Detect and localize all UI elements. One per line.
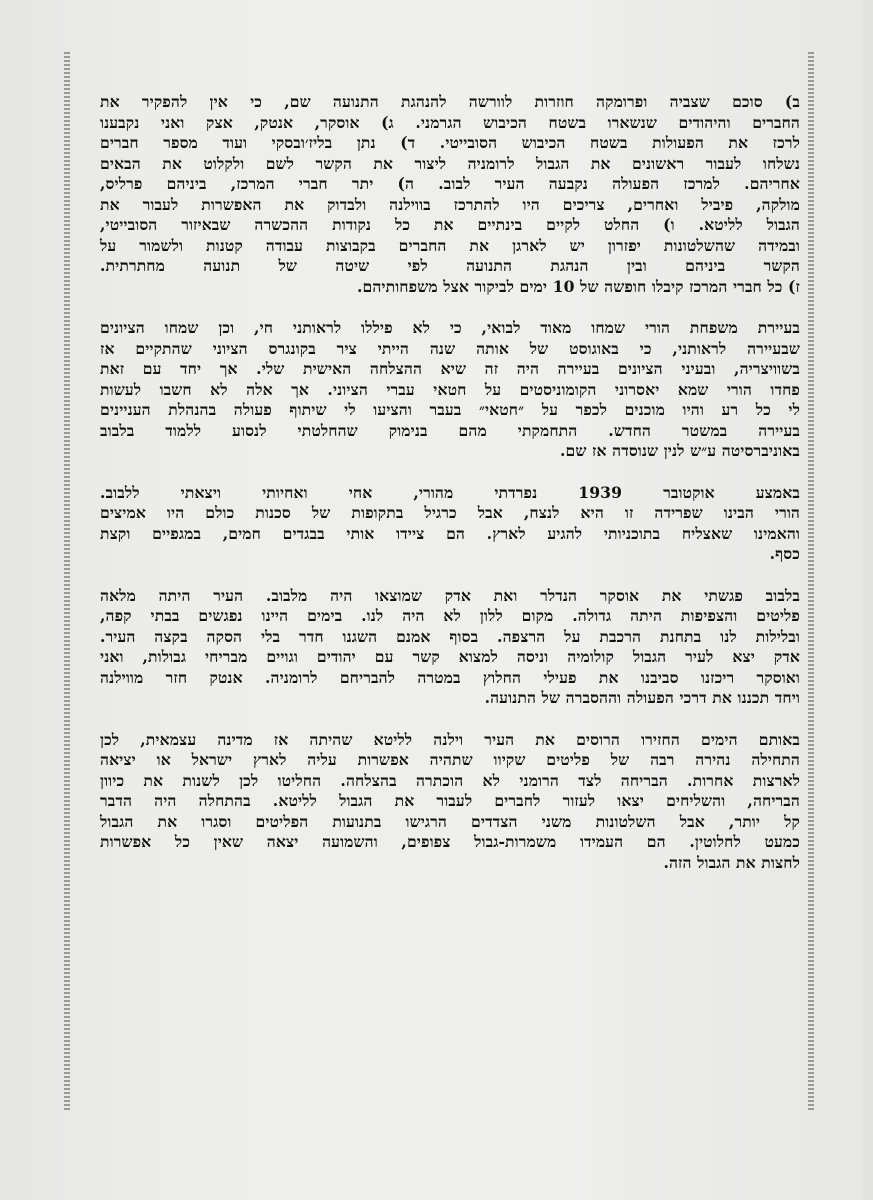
text-line: באותם הימים החזירו הרוסים את העיר וילנה לליטא שהיתה אז מדינה עצמאית, לכן (100, 729, 800, 749)
text-line: לחצות את הגבול הזה. (663, 852, 800, 872)
text-line: קל יותר, אבל השלטונות משני הצדדים הרגישו בתנועות הפליטים וסגרו את הגבול (100, 811, 800, 831)
text-line: בעיירה במשטר החדש. התחמקתי מהם בנימוק שהחלטתי לנסוע ללמוד בלבוב (100, 420, 800, 440)
text-line: התחילה נהירה רבה של פליטים שקיוו שתהיה אפשרות עליה לארץ ישראל או יציאה (100, 750, 800, 769)
text-line: החברים והיהודים שנשארו בשטח הכיבוש הגרמני. ג) אוסקר, אנטק, אצק ואני נקבענו (100, 112, 800, 132)
text-line: ב) סוכם שצביה ופרומקה חוזרות לוורשה להנהגת התנועה שם, כי אין להפקיר את (100, 92, 800, 111)
text-line: והאמינו שאצליח בתוכניותי להגיע לארץ. הם ציידו אותי בבגדים חמים, במגפיים וקצת (100, 523, 800, 543)
text-line: שבעיירה לראותני, כי באוגוסט של אותה שנה הייתי ציר בקונגרס הציוני שהתקיים אז (100, 338, 800, 358)
text-line: ויחד תכננו את דרכי הפעולה וההסברה של התנועה. (484, 688, 800, 707)
decorative-border-left (64, 52, 70, 1112)
document-body (100, 92, 800, 894)
text-line: פחדו הורי שמא יאסרוני הקומוניסטים על חטאי עברי הציוני. אך אלה לא חשבו לעשות (100, 379, 800, 399)
paragraph (100, 318, 800, 462)
text-line: בלבוב פגשתי את אוסקר הנדלר ואת אדק שמוצאו היה מלבוב. העיר היתה מלאה (100, 585, 800, 605)
paragraph (100, 92, 800, 297)
text-line: הגבול לליטא. ו) החלט לקיים בינתיים את כל נקודות ההכשרה שבאיזור הסובייטי, (100, 215, 800, 234)
text-line: אדק יצא לעיר הגבול קולומיה וניסה למצוא קשר עם יהודים וגויים מבריחי גבולות, ואני (100, 647, 800, 666)
text-line: באוניברסיטה ע״ש לנין שנוסדה אז שם. (560, 441, 800, 460)
text-line: אחריהם. למרכז הפעולה נקבעה העיר לבוב. ה) יתר חברי המרכז, ביניהם פרליס, (100, 174, 800, 193)
paragraph (100, 483, 800, 565)
text-line: באמצע אוקטובר 1939 נפרדתי מהורי, אחי ואחיותי ויצאתי ללבוב. (100, 482, 800, 502)
text-line: ז) כל חברי המרכז קיבלו חופשה של 10 ימים לביקור אצל משפחותיהם. (356, 276, 800, 296)
text-line: ובמידה שהשלטונות יפזרון יש לארגן את החברים בקבוצות עבודה קטנות ולשמור על (100, 235, 800, 255)
paragraph (100, 730, 800, 874)
text-line: לי כל רע והיו מוכנים לכפר על ״חטאי״ בעבר והציעו לי שיתוף פעולה בהנהלת העניינים (100, 400, 800, 419)
text-line: בשוויצריה, ובעיני הציונים בעיירה היה זה שיא ההצלחה האישית שלי. אך יחד עם זאת (100, 359, 800, 378)
text-line: כמעט לחלוטין. הם העמידו משמרות-גבול צפופים, והשמועה יצאה שאין כל אפשרות (100, 832, 800, 851)
text-line: כסף. (769, 544, 800, 563)
page-edge (863, 0, 873, 1200)
text-line: פליטים והצפיפות היתה גדולה. מקום ללון לא היה לנו. בימים היינו נפגשים בבתי קפה, (100, 606, 800, 625)
text-line: לארצות אחרות. הבריחה לצד הרומני לא הוכתרה בהצלחה. החליטו לכן לשנות את כיוון (100, 770, 800, 790)
text-line: הורי הבינו שפרידה זו היא לנצח, אבל כרגיל בתקופות של סכנות כולם היו אמיצים (100, 503, 800, 522)
decorative-border-right (808, 52, 814, 1112)
paragraph (100, 586, 800, 709)
text-line: בעיירת משפחת הורי שמחו מאוד לבואי, כי לא פיללו לראותני חי, וכן שמחו הציונים (100, 318, 800, 337)
text-line: מולקה, פיביל ואחרים, צריכים היו להתרכז בווילנה ולבדוק את האפשרות לעבור את (100, 194, 800, 214)
text-line: נשלחו לעבור ראשונים את הגבול לרומניה ליצור את הקשר לשם ולקלוט את הבאים (100, 153, 800, 173)
text-line: לרכז את הפעולות בשטח הכיבוש הסובייטי. ד) נתן בליז׳ובסקי ועוד מספר חברים (100, 133, 800, 152)
text-line: הבריחה, והשליחים יצאו לעזור לחברים לעבור את הגבול לליטא. בהתחלה היה הדבר (100, 791, 800, 810)
text-line: ובלילות לנו בתחנת הרכבת על הרצפה. בסוף אמנם השגנו חדר בלי הסקה בקצה העיר. (100, 626, 800, 646)
text-line: הקשר ביניהם ובין הנהגת התנועה לפי שיטה של תנועה מחתרתית. (100, 256, 800, 275)
text-line: ואוסקר ריכזנו סביבנו את פעילי החלוץ במטרה להבריחם לרומניה. אנטק חזר מווילנה (100, 667, 800, 687)
